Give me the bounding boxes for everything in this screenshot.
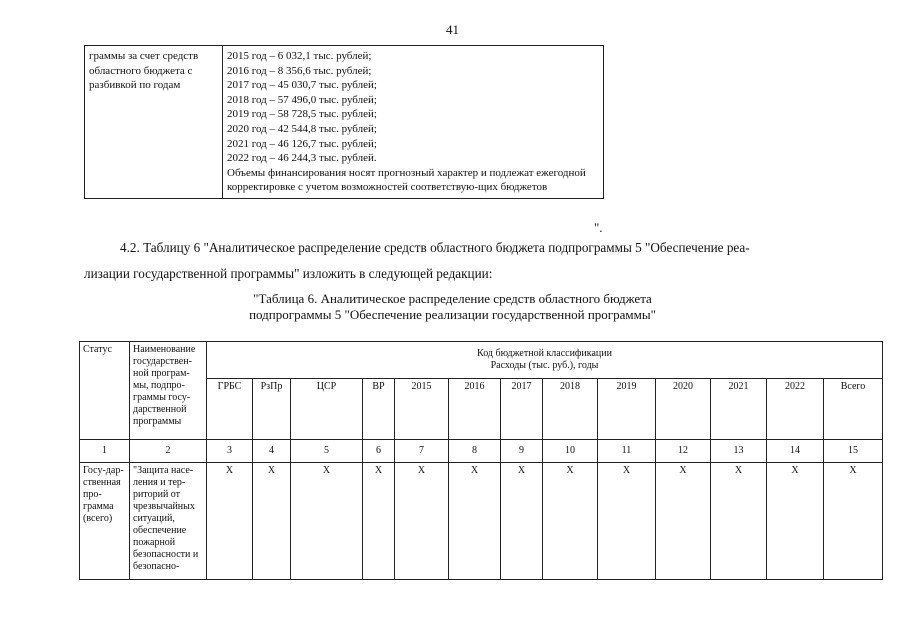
paragraph-line-2: лизации государственной программы" изложить в следующей редакции: xyxy=(84,266,493,281)
year-line: 2015 год – 6 032,1 тыс. рублей; xyxy=(227,50,372,62)
column-number: 13 xyxy=(711,440,767,463)
header-col-rzpr: РзПр xyxy=(253,379,291,440)
year-line: 2022 год – 46 244,3 тыс. рублей. xyxy=(227,152,377,165)
paragraph-line-1: 4.2. Таблицу 6 "Аналитическое распределение средств областного бюджета подпрограммы 5 "Обеспечение реа- xyxy=(120,240,750,255)
column-number: 9 xyxy=(501,440,543,463)
row-value: Х xyxy=(291,463,363,580)
row-value: Х xyxy=(656,463,711,580)
row-value: Х xyxy=(363,463,395,580)
column-number: 6 xyxy=(363,440,395,463)
row-value: Х xyxy=(501,463,543,580)
column-number: 2 xyxy=(130,440,207,463)
financing-values-cell xyxy=(223,46,604,199)
table-row xyxy=(80,463,883,580)
column-number: 1 xyxy=(80,440,130,463)
header-col-2020: 2020 xyxy=(656,379,711,440)
header-name: Наименование государствен-ной програм-мы, подпро-граммы госу-дарственной программы xyxy=(130,342,207,440)
financing-label-cell: граммы за счет средств областного бюджета с разбивкой по годам xyxy=(85,46,223,199)
column-number: 3 xyxy=(207,440,253,463)
year-line: 2021 год – 46 126,7 тыс. рублей; xyxy=(227,137,377,150)
column-number: 15 xyxy=(824,440,883,463)
column-number: 8 xyxy=(449,440,501,463)
header-col-csr: ЦСР xyxy=(291,379,363,440)
year-line: 2019 год – 58 728,5 тыс. рублей; xyxy=(227,108,377,121)
financing-note: Объемы финансирования носят прогнозный характер и подлежат ежегодной корректировке с учетом возможностей соответствую-щих бюджетов xyxy=(227,166,586,194)
column-number: 10 xyxy=(543,440,598,463)
row-status: Госу-дар-ственная про-грамма (всего) xyxy=(80,463,130,580)
column-number: 7 xyxy=(395,440,449,463)
row-value: Х xyxy=(711,463,767,580)
year-line: 2018 год – 57 496,0 тыс. рублей; xyxy=(227,93,377,106)
column-number: 14 xyxy=(767,440,824,463)
year-line: 2020 год – 42 544,8 тыс. рублей; xyxy=(227,122,377,135)
row-value: Х xyxy=(253,463,291,580)
table-caption xyxy=(0,291,905,323)
row-value: Х xyxy=(824,463,883,580)
header-col-2021: 2021 xyxy=(711,379,767,440)
page-number: 41 xyxy=(446,22,459,37)
row-value: Х xyxy=(395,463,449,580)
header-expenses-title: Расходы (тыс. руб.), годы xyxy=(490,360,599,371)
amendment-paragraph xyxy=(84,235,879,287)
header-col-grbs: ГРБС xyxy=(207,379,253,440)
header-col-2022: 2022 xyxy=(767,379,824,440)
column-number: 5 xyxy=(291,440,363,463)
header-kbk xyxy=(207,342,883,379)
column-number: 11 xyxy=(598,440,656,463)
column-number: 4 xyxy=(253,440,291,463)
header-col-2017: 2017 xyxy=(501,379,543,440)
row-value: Х xyxy=(207,463,253,580)
header-status: Статус xyxy=(80,342,130,440)
column-number-row xyxy=(80,440,883,463)
year-line: 2017 год – 45 030,7 тыс. рублей; xyxy=(227,79,377,92)
header-col-2016: 2016 xyxy=(449,379,501,440)
row-program-name: "Защита насе-ления и тер-риторий от чрезвычайных ситуаций, обеспечение пожарной безопасности и безопасно- xyxy=(130,463,207,580)
row-value: Х xyxy=(598,463,656,580)
row-value: Х xyxy=(767,463,824,580)
header-col-2019: 2019 xyxy=(598,379,656,440)
budget-distribution-table xyxy=(79,341,883,580)
header-kbk-title: Код бюджетной классификации xyxy=(477,348,612,359)
caption-line-2: подпрограммы 5 "Обеспечение реализации государственной программы" xyxy=(249,307,656,322)
caption-line-1: "Таблица 6. Аналитическое распределение средств областного бюджета xyxy=(253,291,652,306)
row-value: Х xyxy=(543,463,598,580)
financing-table xyxy=(84,45,604,199)
year-line: 2016 год – 8 356,6 тыс. рублей; xyxy=(227,64,372,77)
header-col-vr: ВР xyxy=(363,379,395,440)
column-number: 12 xyxy=(656,440,711,463)
header-col-2018: 2018 xyxy=(543,379,598,440)
closing-quote: ". xyxy=(594,220,603,235)
header-col-total: Всего xyxy=(824,379,883,440)
row-value: Х xyxy=(449,463,501,580)
header-col-2015: 2015 xyxy=(395,379,449,440)
